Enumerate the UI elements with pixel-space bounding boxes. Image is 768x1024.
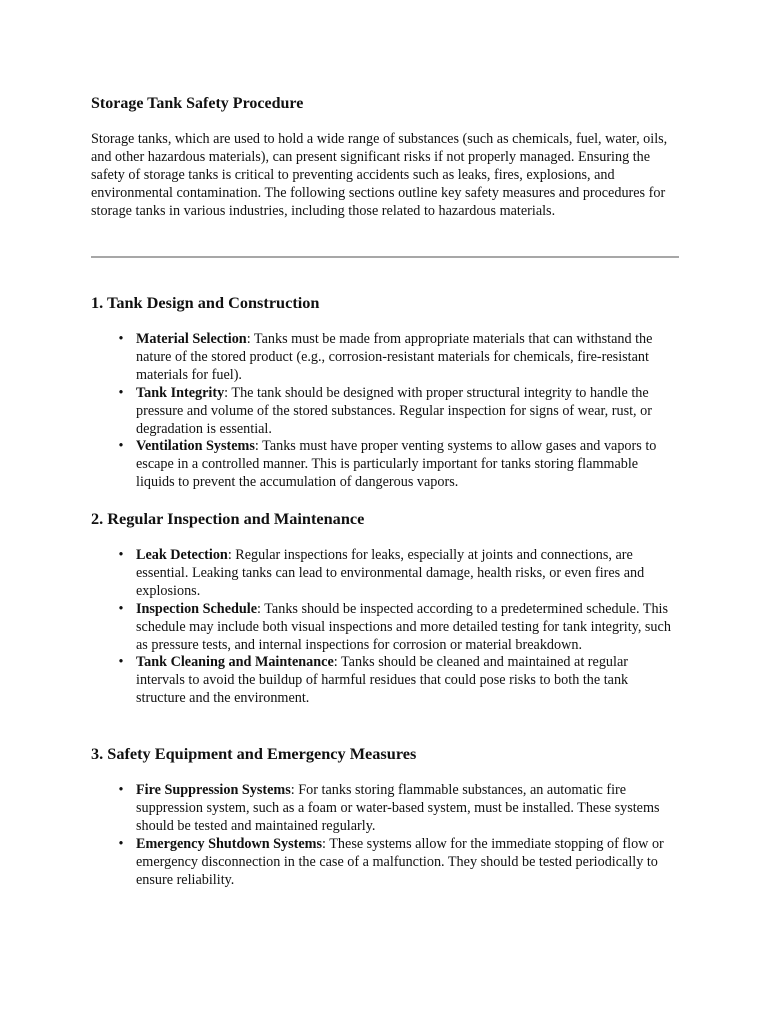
bullet-icon: • [118,384,124,401]
section-heading-design: 1. Tank Design and Construction [91,293,320,312]
list-item [91,385,679,439]
list-item [91,836,679,890]
list-item [91,438,679,492]
list-item [91,601,679,655]
bullet-icon: • [118,835,124,852]
document-title: Storage Tank Safety Procedure [91,95,304,112]
bullet-icon: • [118,654,124,671]
item-text: : Regular inspections for leaks, especially at joints and connections, are essential. Leaking tanks can lead to environmental damage, health risks, or even fires and explosions. [136,547,645,599]
item-term: Tank Integrity [136,384,225,401]
item-term: Ventilation Systems [136,438,255,455]
list-item [91,782,679,836]
horizontal-divider [91,256,679,258]
bullet-icon: • [118,600,124,617]
bullet-icon: • [118,438,124,455]
section-list-inspection [91,547,679,708]
item-term: Emergency Shutdown Systems [136,835,323,852]
item-text: : Tanks should be inspected according to a predetermined schedule. This schedule may include both visual inspections and more detailed testing for tank integrity, such as pressure tests, and internal inspections for corrosion or material breakdown. [136,600,671,653]
list-item [91,547,679,601]
item-text: : Tanks must have proper venting systems to allow gases and vapors to escape in a controlled manner. This is particularly important for tanks storing flammable liquids to prevent the accumulation of dangerous vapors. [136,438,657,491]
section-list-design [91,331,679,492]
list-item [91,331,679,385]
item-text: : Tanks must be made from appropriate materials that can withstand the nature of the stored product (e.g., corrosion-resistant materials for chemicals, fire-resistant materials for fuel). [136,331,653,383]
bullet-icon: • [118,782,124,798]
bullet-icon: • [118,547,124,563]
item-term: Leak Detection [136,547,228,563]
bullet-icon: • [118,331,124,347]
intro-paragraph: Storage tanks, which are used to hold a wide range of substances (such as chemicals, fuel, water, oils, and other hazardous materials), can present significant risks if not properly managed. Ensuring the safety of storage tanks is critical to preventing accidents such as leaks, fires, explosions, and environmental contamination. The following sections outline key safety measures and procedures for storage tanks in various industries, including those related to hazardous materials. [91,131,668,219]
item-term: Fire Suppression Systems [136,782,291,798]
list-item [91,654,679,708]
section-heading-inspection: 2. Regular Inspection and Maintenance [91,509,365,528]
item-text: : For tanks storing flammable substances, an automatic fire suppression system, such as a foam or water-based system, must be installed. These systems should be tested and maintained regularly. [136,782,660,834]
item-text: : Tanks should be cleaned and maintained at regular intervals to avoid the buildup of harmful residues that could pose risks to both the tank structure and the environment. [136,654,629,707]
section-heading-safety: 3. Safety Equipment and Emergency Measures [91,744,417,763]
item-text: : These systems allow for the immediate stopping of flow or emergency disconnection in the case of a malfunction. They should be tested periodically to ensure reliability. [136,835,664,888]
item-term: Tank Cleaning and Maintenance [136,654,334,671]
item-term: Material Selection [136,331,247,347]
item-text: : The tank should be designed with proper structural integrity to handle the pressure and volume of the stored substances. Regular inspection for signs of wear, rust, or degradation is essential. [136,384,652,437]
item-term: Inspection Schedule [136,600,258,617]
section-list-safety [91,782,679,889]
